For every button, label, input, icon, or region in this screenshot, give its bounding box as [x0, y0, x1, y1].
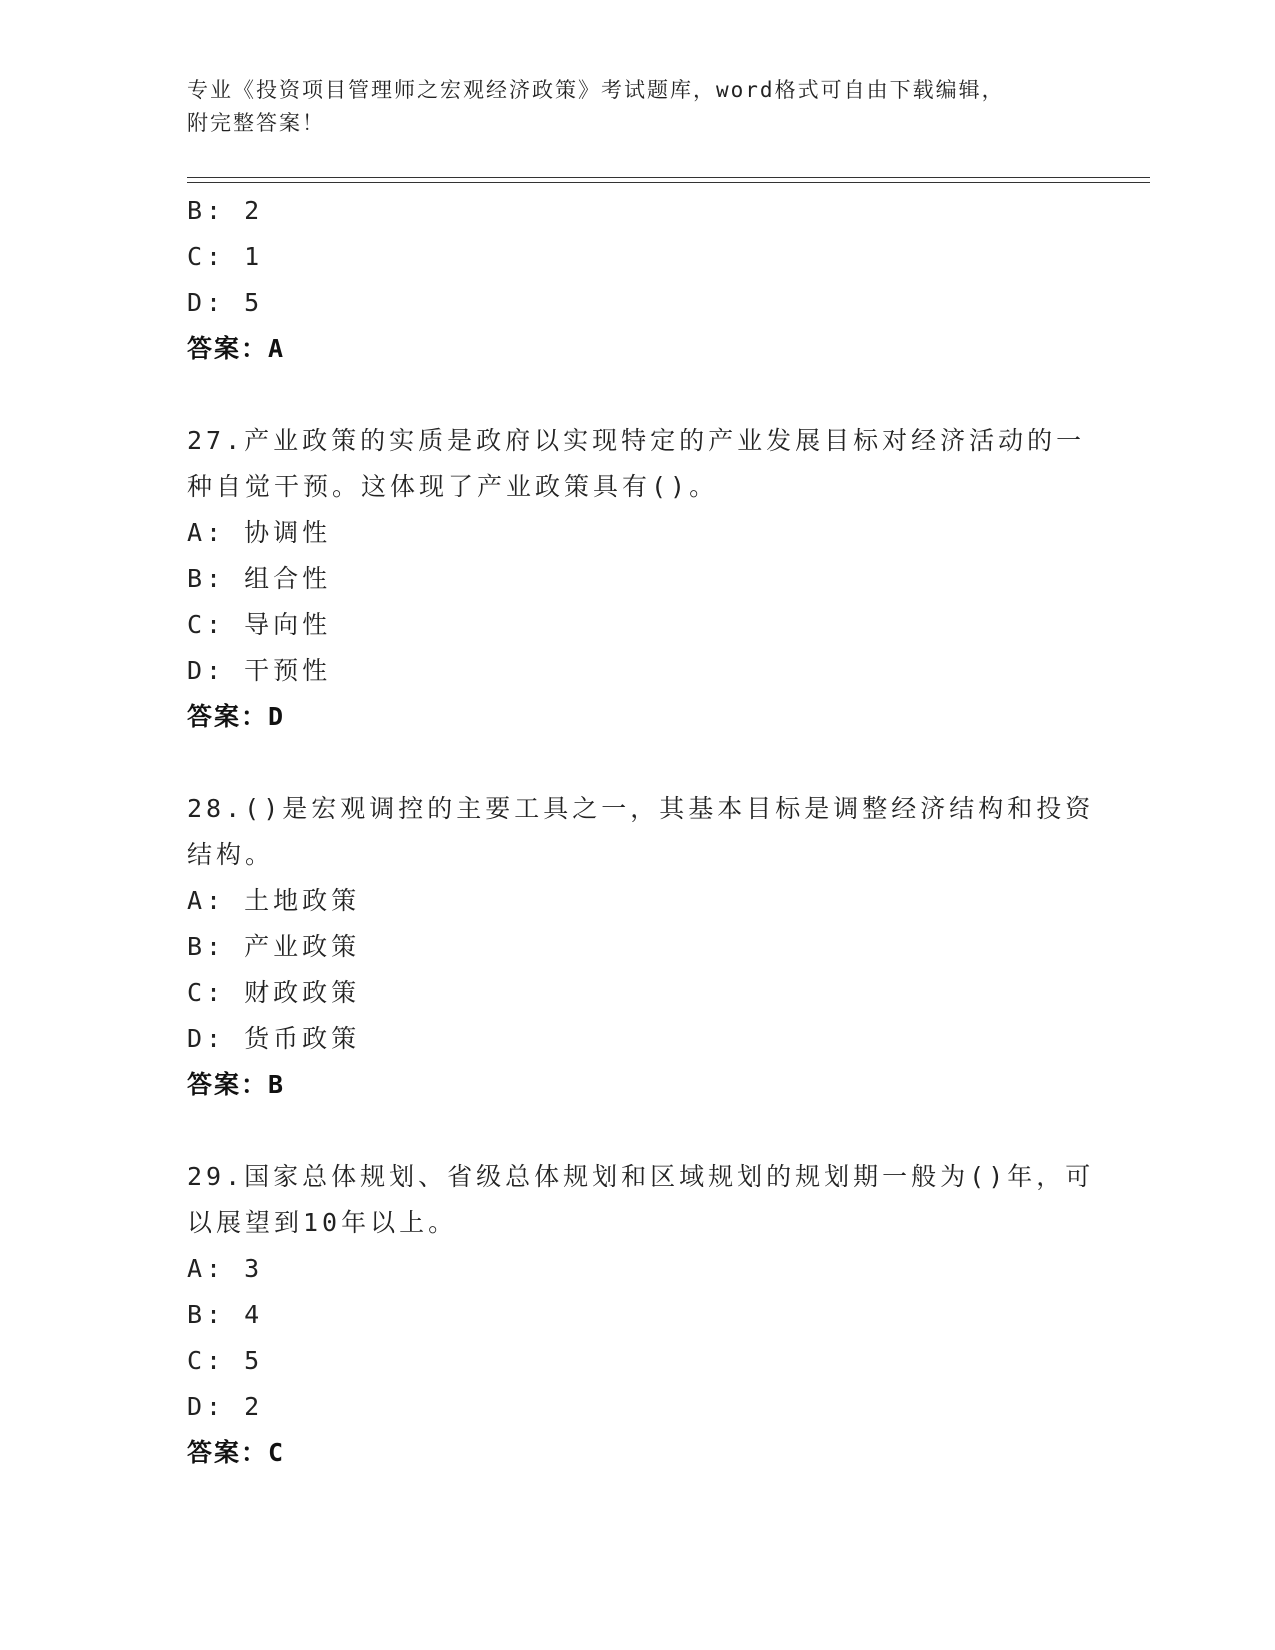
answer-line: 答案：A [187, 334, 286, 363]
option-d: D: 干预性 [187, 656, 332, 685]
question-stem-line-1: 27.产业政策的实质是政府以实现特定的产业发展目标对经济活动的一 [187, 426, 1086, 455]
option-c: C: 1 [187, 242, 264, 271]
question-stem-line-2: 结构。 [187, 840, 275, 869]
option-b: B: 产业政策 [187, 932, 361, 961]
document-header [187, 74, 1087, 140]
option-a: A: 协调性 [187, 518, 332, 547]
option-c: C: 导向性 [187, 610, 332, 639]
header-line-1: 专业《投资项目管理师之宏观经济政策》考试题库，word格式可自由下载编辑， [187, 78, 1005, 102]
question-content [187, 188, 1095, 1476]
option-a: A: 土地政策 [187, 886, 361, 915]
spacer [187, 1108, 1087, 1154]
option-b: B: 组合性 [187, 564, 332, 593]
option-b: B: 4 [187, 1300, 264, 1329]
question-27 [187, 418, 1087, 740]
question-stem-line-2: 以展望到10年以上。 [187, 1208, 458, 1237]
question-stem-line-1: 29.国家总体规划、省级总体规划和区域规划的规划期一般为()年，可 [187, 1162, 1095, 1191]
option-a: A: 3 [187, 1254, 264, 1283]
option-b: B: 2 [187, 196, 264, 225]
question-29 [187, 1154, 1095, 1476]
option-d: D: 5 [187, 288, 264, 317]
option-d: D: 货币政策 [187, 1024, 361, 1053]
header-rule-bottom [187, 182, 1150, 183]
previous-question-tail [187, 188, 1087, 372]
spacer [187, 740, 1087, 786]
header-rule-top [187, 177, 1150, 178]
question-28 [187, 786, 1095, 1108]
header-line-2: 附完整答案！ [187, 111, 325, 135]
option-d: D: 2 [187, 1392, 264, 1421]
question-stem-line-1: 28.()是宏观调控的主要工具之一，其基本目标是调整经济结构和投资 [187, 794, 1095, 823]
answer-line: 答案：C [187, 1438, 286, 1467]
option-c: C: 财政政策 [187, 978, 361, 1007]
option-c: C: 5 [187, 1346, 264, 1375]
answer-line: 答案：B [187, 1070, 286, 1099]
spacer [187, 372, 1087, 418]
question-stem-line-2: 种自觉干预。这体现了产业政策具有()。 [187, 472, 719, 501]
answer-line: 答案：D [187, 702, 286, 731]
